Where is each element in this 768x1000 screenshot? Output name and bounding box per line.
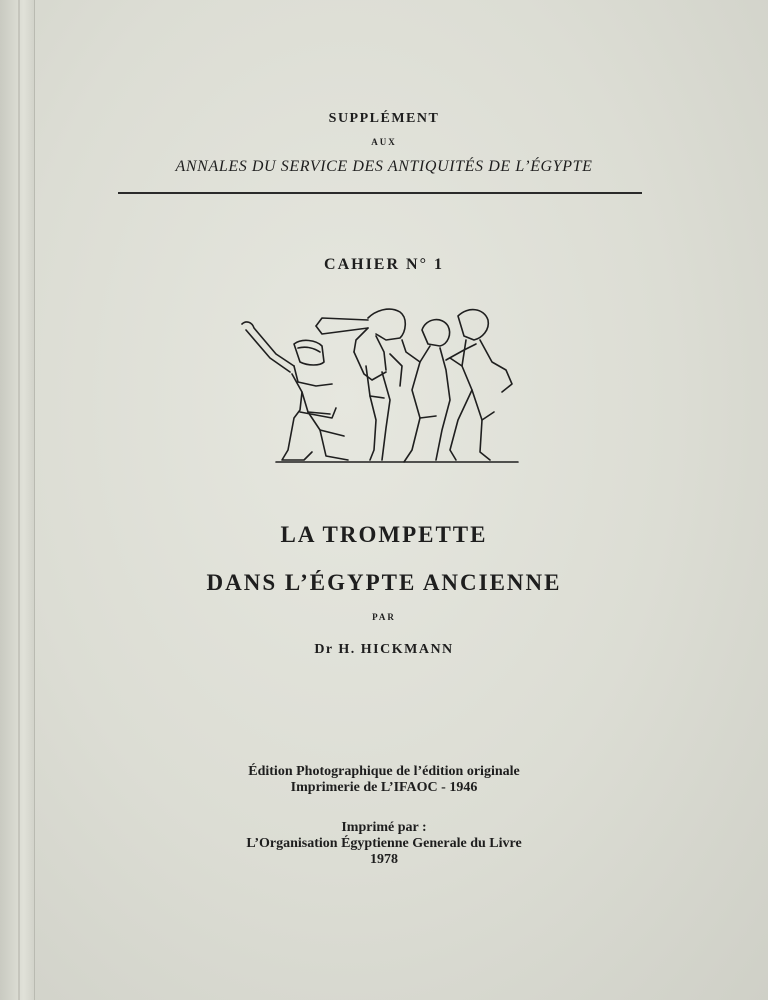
author-name: H. HICKMANN [338, 642, 454, 657]
par-label: PAR [372, 612, 396, 622]
print-year: 1978 [370, 852, 398, 867]
edition-line1: Édition Photographique de l’édition originale [248, 764, 520, 779]
author-line [0, 642, 768, 658]
egyptian-trumpet-illustration [236, 300, 522, 468]
author-prefix: Dr [314, 642, 334, 657]
cahier-number: CAHIER N° 1 [324, 256, 444, 273]
edition-line2: Imprimerie de L’IFAOC - 1946 [290, 780, 478, 795]
book-title-line1: LA TROMPETTE [280, 522, 488, 547]
aux-label: AUX [371, 137, 397, 147]
printer-name: L’Organisation Égyptienne Generale du Livre [246, 836, 522, 851]
supplement-heading: SUPPLÉMENT [328, 111, 440, 126]
header-divider [118, 192, 642, 194]
series-title: ANNALES DU SERVICE DES ANTIQUITÉS DE L’ÉGYPTE [175, 158, 593, 175]
printer-label: Imprimé par : [341, 820, 427, 835]
book-title-line2: DANS L’ÉGYPTE ANCIENNE [206, 570, 562, 595]
